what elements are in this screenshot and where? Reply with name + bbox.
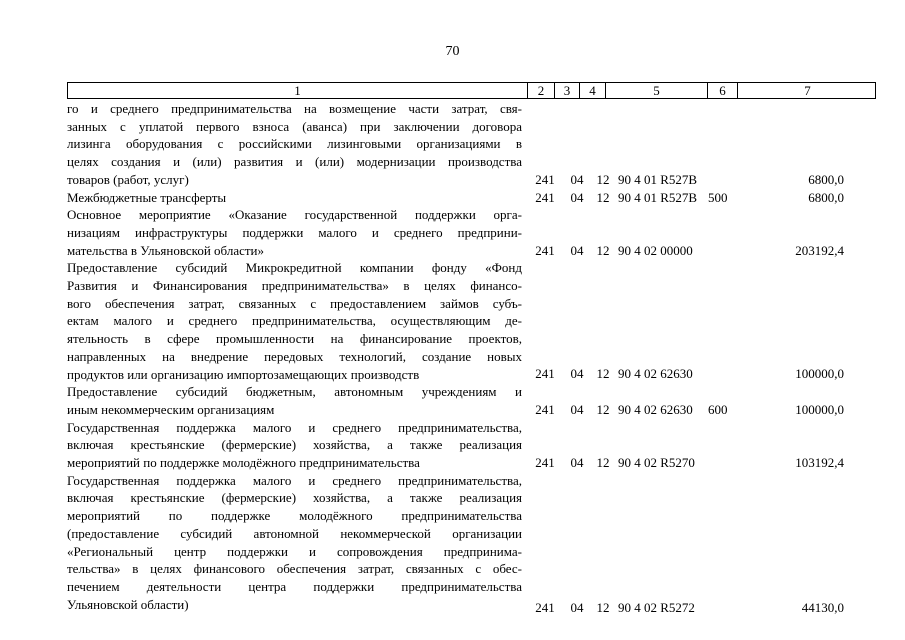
cell-col-4: 12 [596, 242, 610, 258]
cell-col-3: 04 [570, 189, 584, 205]
description-line: «Региональный центр поддержки и сопровождения предпринима- [67, 543, 522, 559]
description-line: товаров (работ, услуг) [67, 171, 189, 187]
row-description [67, 419, 522, 472]
row-description [67, 472, 522, 614]
cell-col-7: 44130,0 [801, 599, 844, 615]
table-row [0, 383, 905, 418]
cell-col-7: 103192,4 [795, 454, 844, 470]
description-line: Ульяновской области) [67, 596, 189, 612]
table-row [0, 189, 905, 207]
description-line: Государственная поддержка малого и среднего предпринимательства, [67, 472, 522, 488]
description-line: включая крестьянские (фермерские) хозяйства, а также реализация [67, 490, 522, 506]
table-row [0, 472, 905, 614]
cell-col-3: 04 [570, 401, 584, 417]
cell-col-4: 12 [596, 189, 610, 205]
cell-col-2: 241 [535, 599, 555, 615]
cell-col-5: 90 4 02 62630 [618, 401, 693, 417]
cell-col-5: 90 4 01 R527B [618, 189, 698, 205]
table-row [0, 100, 905, 189]
description-line: Предоставление субсидий Микрокредитной компании фонду «Фонд [67, 260, 522, 276]
cell-col-3: 04 [570, 171, 584, 187]
description-line: иным некоммерческим организациям [67, 401, 275, 417]
row-description [67, 383, 522, 418]
header-col-7: 7 [804, 83, 811, 98]
description-line: включая крестьянские (фермерские) хозяйства, а также реализация [67, 437, 522, 453]
cell-col-7: 100000,0 [795, 401, 844, 417]
description-line: Развития и Финансирования предпринимательства» в целях финансо- [67, 278, 522, 293]
description-line: низациям инфраструктуры поддержки малого и среднего предприни- [67, 224, 522, 240]
description-line: целях создания и (или) развития и (или) модернизации производства [67, 154, 522, 170]
description-line: продуктов или организацию импортозамещающих производств [67, 366, 420, 382]
description-line: (предоставление субсидий автономной некоммерческой организации [67, 525, 522, 541]
header-col-2: 2 [528, 83, 555, 98]
cell-col-7: 203192,4 [795, 242, 844, 258]
cell-col-5: 90 4 02 R5270 [618, 454, 695, 470]
header-col-6: 6 [708, 83, 738, 98]
header-col-1: 1 [68, 83, 528, 98]
cell-col-3: 04 [570, 366, 584, 382]
description-line: ектам малого и среднего предпринимательства, осуществляющим де- [67, 313, 522, 329]
page-number: 70 [445, 44, 460, 59]
cell-col-2: 241 [535, 171, 555, 187]
header-col-5: 5 [606, 83, 708, 98]
row-description [67, 259, 522, 383]
row-description [67, 206, 522, 259]
row-description [67, 100, 522, 189]
description-line: Межбюджетные трансферты [67, 189, 227, 205]
description-line: направленных на внедрение передовых технологий, создание новых [67, 348, 522, 364]
description-line: Основное мероприятие «Оказание государственной поддержки орга- [67, 207, 522, 223]
table-row [0, 259, 905, 383]
cell-col-2: 241 [535, 454, 555, 470]
table-header [67, 82, 876, 99]
cell-col-7: 6800,0 [808, 171, 844, 187]
cell-col-5: 90 4 02 00000 [618, 242, 693, 258]
cell-col-2: 241 [535, 401, 555, 417]
cell-col-7: 100000,0 [795, 366, 844, 382]
description-line: мероприятий по поддержке молодёжного предпринимательства [67, 508, 522, 524]
cell-col-2: 241 [535, 366, 555, 382]
cell-col-4: 12 [596, 366, 610, 382]
cell-col-4: 12 [596, 599, 610, 615]
description-line: ятельность в сфере промышленности на финансирование проектов, [67, 331, 522, 347]
cell-col-3: 04 [570, 454, 584, 470]
cell-col-7: 6800,0 [808, 189, 844, 205]
description-line: тельства» в целях финансового обеспечения затрат, связанных с обес- [67, 561, 522, 577]
cell-col-6: 600 [708, 401, 728, 417]
description-line: Предоставление субсидий бюджетным, автономным учреждениям и [67, 384, 522, 400]
cell-col-2: 241 [535, 189, 555, 205]
description-line: Государственная поддержка малого и среднего предпринимательства, [67, 419, 522, 435]
header-col-3: 3 [555, 83, 580, 98]
cell-col-4: 12 [596, 454, 610, 470]
cell-col-5: 90 4 01 R527B [618, 171, 698, 187]
table-row [0, 419, 905, 472]
cell-col-5: 90 4 02 R5272 [618, 599, 695, 615]
cell-col-6: 500 [708, 189, 728, 205]
row-description [67, 189, 522, 207]
description-line: мательства в Ульяновской области» [67, 242, 265, 258]
description-line: вого обеспечения затрат, связанных с предоставлением займов субъ- [67, 295, 522, 311]
description-line: занных с уплатой первого взноса (аванса) при заключении договора [67, 118, 522, 134]
cell-col-4: 12 [596, 171, 610, 187]
description-line: лизинга оборудования с российскими лизинговыми организациями в [67, 136, 522, 152]
description-line: печением деятельности центра поддержки предпринимательства [67, 578, 522, 594]
cell-col-3: 04 [570, 242, 584, 258]
description-line: мероприятий по поддержке молодёжного предпринимательства [67, 455, 420, 470]
cell-col-2: 241 [535, 242, 555, 258]
header-col-4: 4 [580, 83, 606, 98]
cell-col-3: 04 [570, 599, 584, 615]
table-row [0, 206, 905, 259]
cell-col-5: 90 4 02 62630 [618, 366, 693, 382]
cell-col-4: 12 [596, 401, 610, 417]
description-line: го и среднего предпринимательства на возмещение части затрат, свя- [67, 101, 522, 116]
